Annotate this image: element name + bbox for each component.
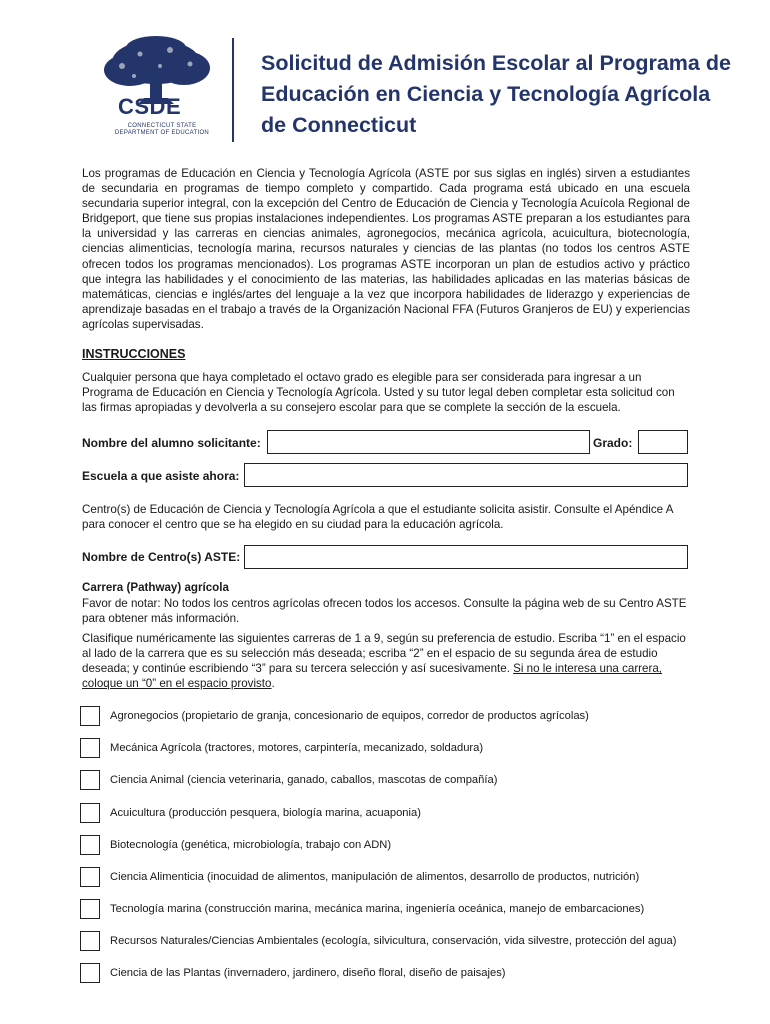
pathway-option (80, 963, 700, 987)
pathway-option-label: Ciencia Alimenticia (inocuidad de alimentos, manipulación de alimentos, desarrollo de productos, nutrición) (110, 871, 640, 883)
pathway-option-label: Ciencia de las Plantas (invernadero, jardinero, diseño floral, diseño de paisajes) (110, 967, 506, 979)
student-name-label: Nombre del alumno solicitante: (82, 436, 261, 450)
center-input[interactable] (244, 545, 688, 569)
pathway-option-label: Tecnología marina (construcción marina, mecánica marina, ingeniería oceánica, manejo de embarcaciones) (110, 903, 645, 915)
pathway-option (80, 899, 700, 923)
logo-subtitle: CONNECTICUT STATE DEPARTMENT OF EDUCATION (114, 123, 210, 136)
rank-text-underlined: Si no le interesa una carrera, coloque un “0” en el espacio provisto (82, 662, 663, 690)
pathway-heading: Carrera (Pathway) agrícola (82, 581, 229, 594)
rank-box-acuicultura[interactable] (80, 803, 100, 823)
pathway-option (80, 931, 700, 955)
intro-paragraph: Los programas de Educación en Ciencia y Tecnología Agrícola (ASTE por sus siglas en inglés) sirven a estudiantes de secundaria en programas de tiempo completo y compartido. Cada programa está ubicado en una escuela secundaria superior integral, con la excepción del Centro de Educación de Ciencia y Tecnología Acuícola Regional de Bridgeport, que tiene sus propias instalaciones independientes. Los programas ASTE preparan a los estudiantes para la universidad y las carreras en ciencias animales, agronegocios, mecánica agrícola, acuicultura, biotecnología, ciencias alimenticias, tecnología marina, recursos naturales y ciencias de las plantas (no todos los centros ASTE ofrecen todos los programas mencionados). Los programas ASTE incorporan un plan de estudios activo y práctico que integra las habilidades y el conocimiento de las materias, las habilidades aplicadas en las materias básicas de matemáticas, ciencias e inglés/artes del lenguaje a la vez que incorpora habilidades de liderazgo y experiencias de aprendizaje basadas en el trabajo a través de la Organización Nacional FFA (Futuros Granjeros de EU) y experiencias agrícolas supervisadas. (82, 167, 690, 331)
pathway-option-label: Recursos Naturales/Ciencias Ambientales (ecología, silvicultura, conservación, vida silvestre, protección del agua) (110, 935, 677, 947)
rank-box-biotecnologia[interactable] (80, 835, 100, 855)
instructions-text: Cualquier persona que haya completado el octavo grado es elegible para ser considerada para ingresar a un Programa de Educación en Ciencia y Tecnología Agrícola. Usted y su tutor legal deben completar esta solicitud con las firmas apropiadas y devolverla a su consejero escolar para que se complete la sección de la escuela. (82, 371, 675, 414)
header-divider (232, 38, 234, 142)
pathway-option-label: Biotecnología (genética, microbiología, trabajo con ADN) (110, 839, 392, 851)
rank-box-mecanica-agricola[interactable] (80, 738, 100, 758)
pathway-note: Favor de notar: No todos los centros agrícolas ofrecen todos los accesos. Consulte la página web de su Centro ASTE para obtener más información. (82, 597, 687, 625)
rank-text-end: . (271, 677, 275, 690)
pathway-option-label: Agronegocios (propietario de granja, concesionario de equipos, corredor de productos agrícolas) (110, 710, 589, 722)
pathway-option (80, 706, 700, 730)
center-instructions: Centro(s) de Educación de Ciencia y Tecnología Agrícola a que el estudiante solicita asistir. Consulte el Apéndice A para conocer el centro que se ha elegido en su ciudad para la educación agrícola. (82, 503, 673, 531)
pathway-option-label: Acuicultura (producción pesquera, biología marina, acuaponia) (110, 807, 421, 819)
pathway-option-label: Ciencia Animal (ciencia veterinaria, ganado, caballos, mascotas de compañía) (110, 774, 498, 786)
rank-box-agronegocios[interactable] (80, 706, 100, 726)
pathway-rank-instructions (82, 631, 692, 691)
pathway-option (80, 803, 700, 827)
rank-box-recursos-naturales[interactable] (80, 931, 100, 951)
pathway-option (80, 867, 700, 891)
pathway-option-label: Mecánica Agrícola (tractores, motores, carpintería, mecanizado, soldadura) (110, 742, 484, 754)
rank-box-ciencia-animal[interactable] (80, 770, 100, 790)
student-name-input[interactable] (267, 430, 590, 454)
rank-box-tecnologia-marina[interactable] (80, 899, 100, 919)
logo-wordmark: CSDE (118, 94, 182, 119)
pathway-option (80, 738, 700, 762)
center-label: Nombre de Centro(s) ASTE: (82, 550, 241, 564)
header (0, 0, 770, 160)
instructions-heading: INSTRUCCIONES (82, 347, 186, 361)
school-input[interactable] (244, 463, 688, 487)
school-label: Escuela a que asiste ahora: (82, 469, 240, 483)
grade-input[interactable] (638, 430, 688, 454)
pathway-option (80, 770, 700, 794)
pathway-option (80, 835, 700, 859)
rank-text: Clasifique numéricamente las siguientes carreras de 1 a 9, según su preferencia de estudio. Escriba “1” en el espacio al lado de la carrera que es su selección más deseada; escriba “2” en el espacio de su segunda área de estudio deseada; y continúe escribiendo “3” para su tercera selección y así sucesivamente. (82, 632, 686, 675)
grade-label: Grado: (593, 436, 633, 450)
rank-box-ciencia-plantas[interactable] (80, 963, 100, 983)
rank-box-ciencia-alimenticia[interactable] (80, 867, 100, 887)
page-title: Solicitud de Admisión Escolar al Programa de Educación en Ciencia y Tecnología Agrícola de Connecticut (261, 51, 731, 137)
